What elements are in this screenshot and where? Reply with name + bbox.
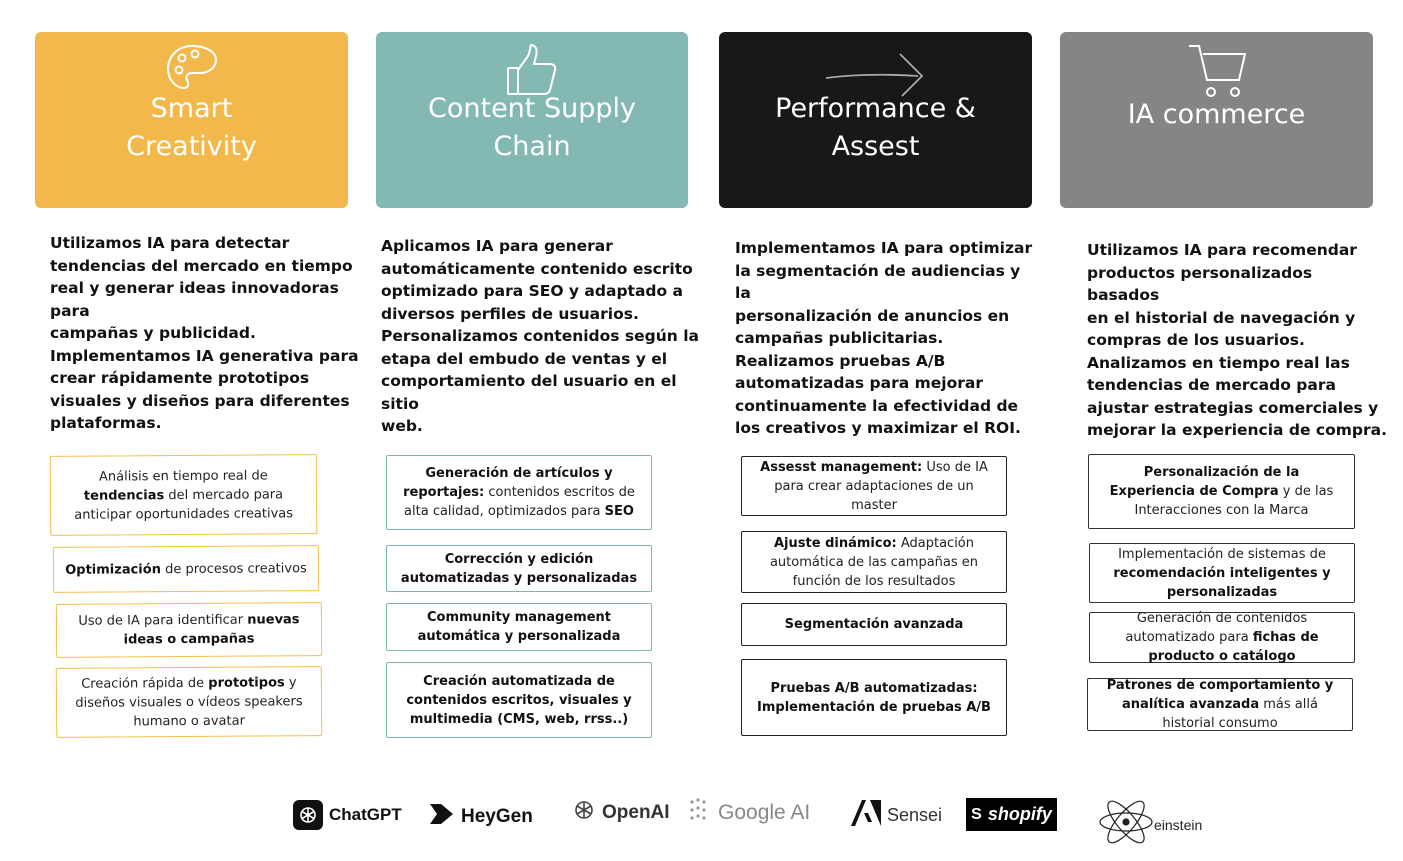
google-dots-icon <box>688 796 712 829</box>
openai-logo: OpenAI <box>572 798 670 827</box>
adobe-icon <box>851 800 881 831</box>
shopify-bag-icon: S <box>971 805 982 823</box>
feature-card: Creación rápida de prototipos y diseños visuales o vídeos speakers humano o avatar <box>56 666 322 738</box>
feature-card: Personalización de la Experiencia de Compra y de las Interacciones con la Marca <box>1088 454 1355 529</box>
atom-icon <box>1098 800 1154 849</box>
feature-card: Ajuste dinámico: Adaptación automática de las campañas en función de los resultados <box>741 531 1007 593</box>
heygen-logo: HeyGen <box>427 800 533 833</box>
openai-icon <box>572 798 596 827</box>
column-title-line2: Creativity <box>126 131 257 162</box>
adobe-sensei-logo: Sensei <box>851 800 942 831</box>
header-performance-assest <box>719 32 1032 208</box>
salesforce-einstein-logo: einstein <box>1098 800 1202 849</box>
feature-card: Análisis en tiempo real de tendencias del mercado para anticipar oportunidades creativas <box>50 454 318 536</box>
feature-card: Segmentación avanzada <box>741 603 1007 646</box>
partner-logos <box>0 790 1403 850</box>
googleai-logo: Google AI <box>688 796 810 829</box>
shopify-logo: S shopify <box>966 798 1057 831</box>
shopping-cart-icon <box>1060 40 1373 100</box>
feature-card: Uso de IA para identificar nuevas ideas o campañas <box>56 602 322 658</box>
chatgpt-logo: ChatGPT <box>293 800 402 830</box>
column-title: Performance & <box>775 93 976 124</box>
feature-card: Corrección y edición automatizadas y personalizadas <box>386 545 652 592</box>
feature-card: Optimización de procesos creativos <box>53 545 319 593</box>
column-title: Content Supply <box>428 93 636 124</box>
feature-card: Generación de artículos y reportajes: contenidos escritos de alta calidad, optimizados para SEO <box>386 455 652 530</box>
header-smart-creativity <box>35 32 348 208</box>
feature-card: Creación automatizada de contenidos escritos, visuales y multimedia (CMS, web, rrss..) <box>386 662 652 738</box>
feature-card: Assesst management: Uso de IA para crear adaptaciones de un master <box>741 456 1007 516</box>
heygen-icon <box>427 800 455 833</box>
feature-card: Community management automática y personalizada <box>386 603 652 651</box>
chatgpt-icon <box>293 800 323 830</box>
column-title: Smart <box>150 93 233 124</box>
header-content-supply-chain <box>376 32 688 208</box>
column-title-line2: Chain <box>493 131 571 162</box>
feature-card: Patrones de comportamiento y analítica avanzada más allá historial consumo <box>1087 678 1353 731</box>
column-description: Implementamos IA para optimizar la segmentación de audiencias y la personalización de anuncios en campañas publicitarias. Realizamos pruebas A/B automatizadas para mejorar continuamente la efectividad de los creativos y maximizar el ROI. <box>735 239 1033 437</box>
feature-card: Implementación de sistemas de recomendación inteligentes y personalizadas <box>1089 543 1355 603</box>
column-description: Utilizamos IA para detectar tendencias del mercado en tiempo real y generar ideas innovadoras para campañas y publicidad. Implementamos IA generativa para crear rápidamente prototipos visuales y diseños para diferentes plataformas. <box>50 234 359 432</box>
header-ia-commerce <box>1060 32 1373 208</box>
column-title: IA commerce <box>1127 99 1306 130</box>
column-description: Aplicamos IA para generar automáticamente contenido escrito optimizado para SEO y adaptado a diversos perfiles de usuarios. Personalizamos contenidos según la etapa del embudo de ventas y el comportamiento del usuario en el sitio web. <box>381 237 699 435</box>
column-description: Utilizamos IA para recomendar productos personalizados basados en el historial de navegación y compras de los usuarios. Analizamos en tiempo real las tendencias de mercado para ajustar estrategias comerciales y mejorar la experiencia de compra. <box>1087 241 1387 439</box>
column-title-line2: Assest <box>831 131 920 162</box>
feature-card: Pruebas A/B automatizadas: Implementación de pruebas A/B <box>741 659 1007 736</box>
feature-card: Generación de contenidos automatizado para fichas de producto o catálogo <box>1089 612 1355 663</box>
